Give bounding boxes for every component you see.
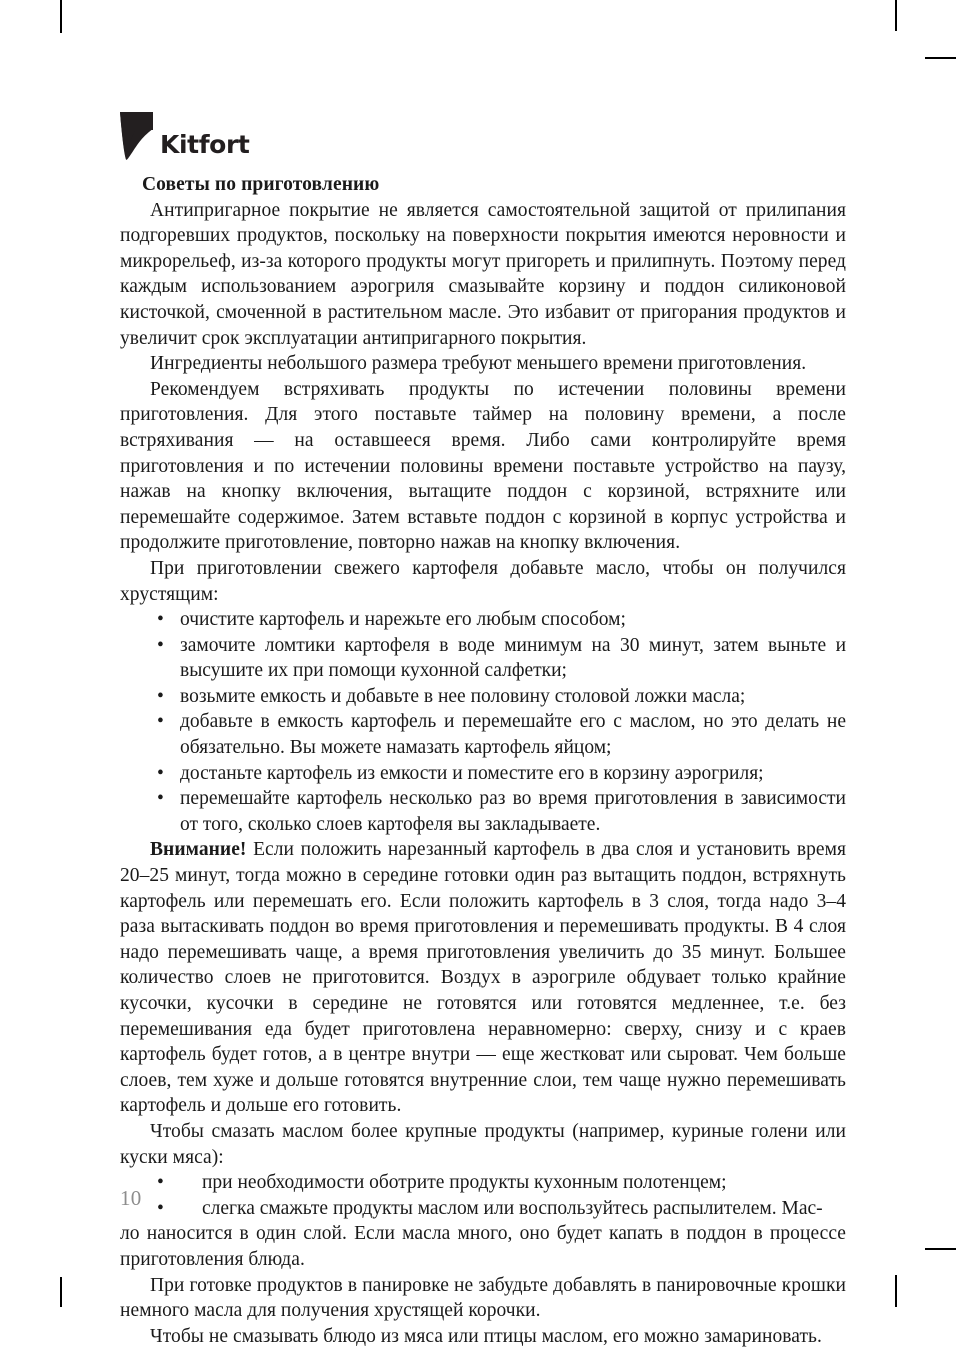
list-item — [120, 786, 846, 837]
list-item — [120, 633, 846, 684]
crop-mark-bottom-right — [895, 1275, 897, 1307]
list-item — [120, 761, 846, 787]
paragraph-shake-recommendation: Рекомендуем встряхивать продукты по истечении половины времени приготовления. Для этого поставьте таймер на половину времени, а после встряхивания — на оставшееся время. Либо сами контролируйте время приготовления и по истечении половины времени поставьте устройство на паузу, нажав на кнопку включения, вытащите поддон с корзиной, встряхните или перемешайте содержимое. Затем вставьте поддон с корзиной в корпус устройства и продолжите приготовление, повторно нажав на кнопку включения. — [120, 378, 846, 554]
crop-mark-bottom-right-horizontal — [925, 1248, 956, 1250]
attention-lead: Внимание! — [150, 839, 247, 861]
crop-mark-bottom-left — [60, 1277, 62, 1307]
bullet-icon: • — [157, 711, 164, 733]
bullet-icon: • — [157, 1197, 164, 1219]
page-title: Советы по приготовлению — [142, 174, 380, 195]
list-item-label: замочите ломтики картофеля в воде минимум на 30 минут, затем выньте и высушите их при помощи кухонной салфетки; — [180, 634, 846, 682]
paragraph-oiling-intro: Чтобы смазать маслом более крупные продукты (например, куриные голени или куски мяса): — [120, 1120, 846, 1168]
paragraph-marinate: Чтобы не смазывать блюдо из мяса или птицы маслом, его можно замариновать. — [150, 1325, 822, 1347]
list-oiling-steps — [120, 1170, 846, 1221]
brand-logo — [120, 108, 249, 160]
list-item-label: добавьте в емкость картофель и перемешайте его с маслом, но это делать не обязательно. Вы можете намазать картофель яйцом; — [180, 711, 846, 759]
list-item — [120, 607, 846, 633]
bullet-icon: • — [157, 1172, 164, 1194]
attention-text: Если положить нарезанный картофель в два слоя и установить время 20–25 минут, тогда можно в середине готовки один раз вытащить поддон, встряхнуть картофель или перемешать его. Если положить картофель в 3 слоя, тогда надо 3–4 раза вытаскивать поддон во время приготовления и перемешивать продукты. В 4 слоя надо перемешивать чаще, а время приготовления увеличить до 35 минут. Большее количество слоев не приготовится. Воздух в аэрогриле обдувает только крайние кусочки, кусочки в середине не готовятся или готовятся медленнее, т.е. без перемешивания еда будет приготовлена неравномерно: сверху, снизу и с краев картофель будет готов, а в центре внутри — еще жестковат или сыроват. Чем больше слоев, тем хуже и дольше готовятся внутренние слои, тем чаще нужно перемешивать картофель и дольше его готовить. — [120, 839, 846, 1117]
list-item-label: возьмите емкость и добавьте в нее половину столовой ложки масла; — [180, 685, 746, 707]
page-number: 10 — [120, 1186, 142, 1210]
bullet-icon: • — [157, 788, 164, 810]
list-potato-steps — [120, 607, 846, 837]
paragraph-nonstick-coating: Антипригарное покрытие не является самостоятельной защитой от прилипания подгоревших продуктов, поскольку на поверхности покрытия имеются неровности и микрорельеф, из-за которого продукты могут пригореть и прилипнуть. Поэтому перед каждым использованием аэрогриля смазывайте корзину и поддон силиконовой кисточкой, смоченной в растительном масле. Это избавит от пригорания продуктов и увеличит срок эксплуатации антипригарного покрытия. — [120, 199, 846, 349]
kitfort-quill-mark-icon — [120, 112, 156, 160]
crop-mark-top-right — [895, 0, 897, 31]
bullet-icon: • — [157, 685, 164, 707]
paragraph-fresh-potato-intro: При приготовлении свежего картофеля добавьте масло, чтобы он получился хрустящим: — [120, 557, 846, 605]
list-item-label: слегка смажьте продукты маслом или воспользуйтесь распылителем. Мас- — [202, 1197, 823, 1219]
list-item — [120, 709, 846, 760]
list-item-label: достаньте картофель из емкости и поместите его в корзину аэрогриля; — [180, 762, 764, 784]
bullet-icon: • — [157, 762, 164, 784]
crop-mark-top-left — [60, 0, 62, 33]
list-item-label: при необходимости оботрите продукты кухонным полотенцем; — [202, 1172, 727, 1194]
paragraph-oiling-continued: ло наносится в один слой. Если масла много, оно будет капать в поддон в процессе приготовления блюда. — [120, 1223, 846, 1270]
brand-wordmark: Kitfort — [160, 130, 250, 159]
list-item — [120, 1196, 846, 1222]
bullet-icon: • — [157, 634, 164, 656]
list-item-label: очистите картофель и нарежьте его любым способом; — [180, 609, 626, 631]
crop-mark-top-right-horizontal — [925, 57, 956, 59]
bullet-icon: • — [157, 609, 164, 631]
list-item — [120, 684, 846, 710]
article-body — [120, 172, 846, 1349]
list-item — [120, 1170, 846, 1196]
paragraph-breading: При готовке продуктов в панировке не забудьте добавлять в панировочные крошки немного масла для получения хрустящей корочки. — [120, 1274, 846, 1322]
paragraph-small-ingredients: Ингредиенты небольшого размера требуют меньшего времени приготовления. — [150, 353, 807, 375]
paragraph-attention — [120, 837, 846, 1119]
list-item-label: перемешайте картофель несколько раз во время приготовления в зависимости от того, сколько слоев картофеля вы закладываете. — [180, 788, 846, 835]
